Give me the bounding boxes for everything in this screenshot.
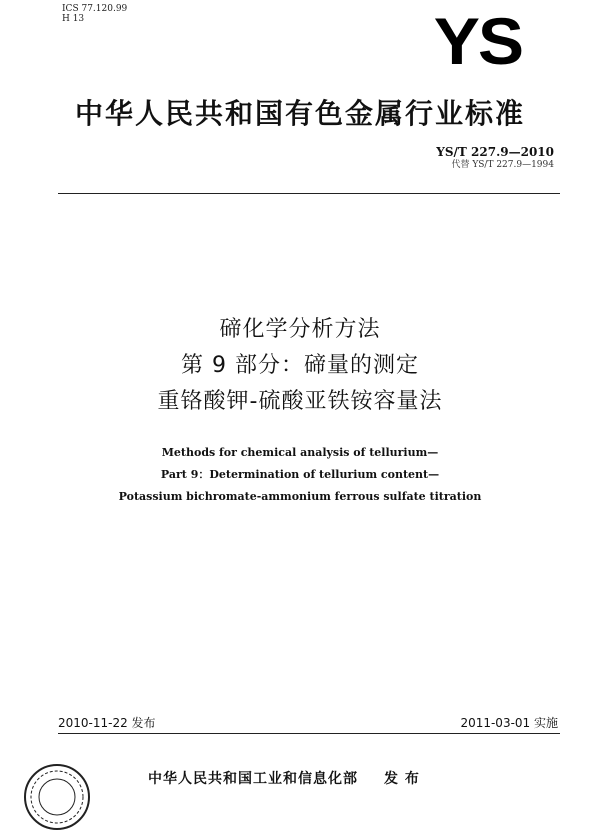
english-title <box>0 442 600 508</box>
issuer-seal-icon <box>22 762 92 832</box>
issue-date: 2010-11-22 发布 <box>58 716 156 730</box>
ics-code: ICS 77.120.99 <box>62 4 128 14</box>
replaces-standard: 代替 YS/T 227.9—1994 <box>451 160 554 170</box>
standard-number-block <box>436 145 554 171</box>
english-title-line-2: Part 9：Determination of tellurium content— <box>160 468 440 481</box>
standard-number: YS/T 227.9—2010 <box>436 145 554 159</box>
effective-date: 2011-03-01 实施 <box>460 716 558 730</box>
issue-label: 发 布 <box>384 771 420 787</box>
english-title-line-3: Potassium bichromate-ammonium ferrous sulfate titration <box>118 490 482 503</box>
chinese-title-line-2: 第 9 部分：碲量的测定 <box>181 353 419 378</box>
english-title-line-1: Methods for chemical analysis of tellurium— <box>161 446 439 459</box>
ics-classification <box>62 4 127 24</box>
ys-logo: YS <box>433 4 522 78</box>
header-divider <box>58 193 560 194</box>
chinese-title-line-3: 重铬酸钾-硫酸亚铁铵容量法 <box>157 389 443 414</box>
issuer <box>148 768 420 788</box>
standard-title: 中华人民共和国有色金属行业标准 <box>74 97 525 130</box>
chinese-title-line-1: 碲化学分析方法 <box>219 317 381 342</box>
issuer-name: 中华人民共和国工业和信息化部 <box>148 771 358 787</box>
ccs-code: H 13 <box>62 14 85 24</box>
chinese-title <box>0 312 600 420</box>
footer-divider <box>58 733 560 734</box>
